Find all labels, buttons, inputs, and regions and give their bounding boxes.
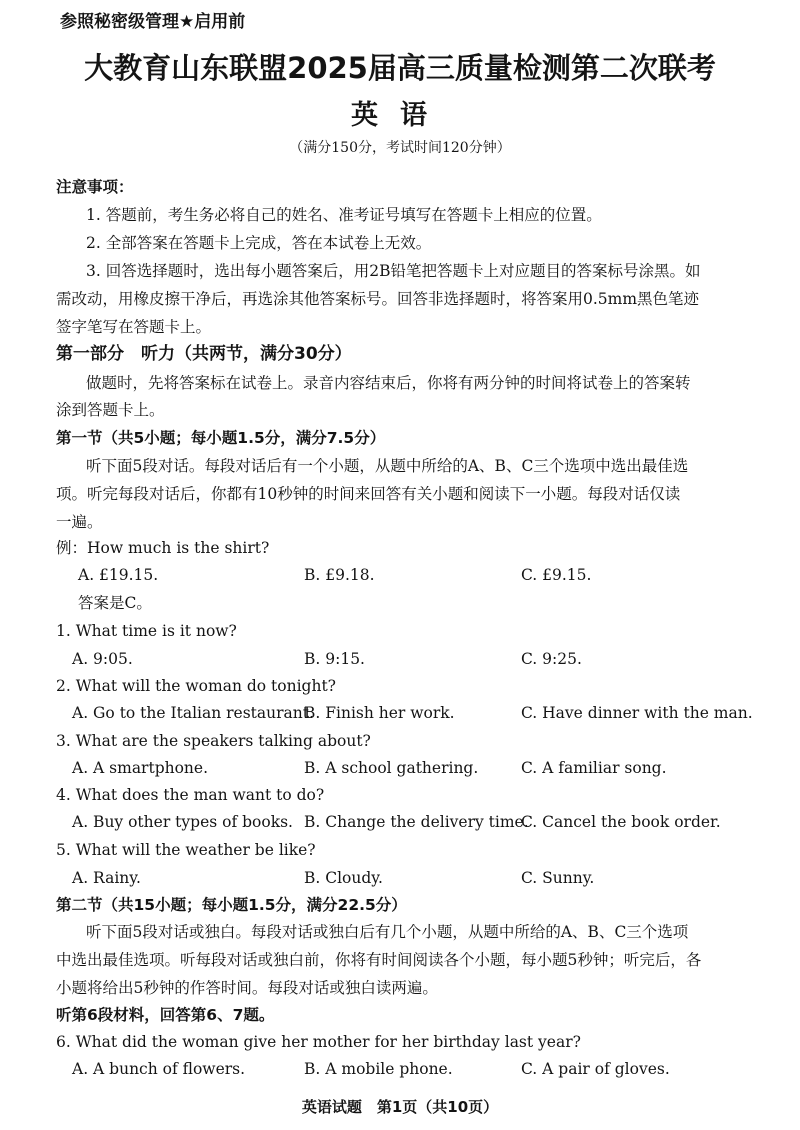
question-1: 1. What time is it now? xyxy=(56,622,237,640)
subject-title: 英语 xyxy=(351,100,449,131)
part1-intro-a: 做题时，先将答案标在试卷上。录音内容结束后，你将有两分钟的时间将试卷上的答案转 xyxy=(86,374,691,392)
q2-option-a: A. Go to the Italian restaurant. xyxy=(72,704,314,722)
q3-option-a: A. A smartphone. xyxy=(72,759,209,777)
example-question: 例：How much is the shirt? xyxy=(56,539,270,557)
example-option-c: C. £9.15. xyxy=(521,566,592,584)
example-answer: 答案是C。 xyxy=(78,594,152,612)
section2-intro-a: 听下面5段对话或独白。每段对话或独白后有几个小题，从题中所给的A、B、C三个选项 xyxy=(86,923,689,941)
q6-option-b: B. A mobile phone. xyxy=(304,1060,453,1078)
section2-intro-c: 小题将给出5秒钟的作答时间。每段对话或独白读两遍。 xyxy=(56,979,438,997)
page-footer: 英语试题 第1页（共10页） xyxy=(301,1098,499,1116)
section1-heading: 第一节（共5小题；每小题1.5分，满分7.5分） xyxy=(56,429,386,447)
part1-intro-b: 涂到答题卡上。 xyxy=(56,401,165,419)
question-2: 2. What will the woman do tonight? xyxy=(56,677,336,695)
section2-heading: 第二节（共15小题；每小题1.5分，满分22.5分） xyxy=(56,896,407,914)
q4-option-b: B. Change the delivery time. xyxy=(304,813,529,831)
q5-option-a: A. Rainy. xyxy=(72,869,141,887)
q1-option-a: A. 9:05. xyxy=(72,650,133,668)
q1-option-c: C. 9:25. xyxy=(521,650,582,668)
q4-option-c: C. Cancel the book order. xyxy=(521,813,721,831)
example-option-a: A. £19.15. xyxy=(78,566,159,584)
notice-item-1: 1. 答题前，考生务必将自己的姓名、准考证号填写在答题卡上相应的位置。 xyxy=(86,206,602,224)
exam-title: 大教育山东联盟2025届高三质量检测第二次联考 xyxy=(84,51,716,85)
q5-option-b: B. Cloudy. xyxy=(304,869,383,887)
q5-option-c: C. Sunny. xyxy=(521,869,595,887)
notice-item-2: 2. 全部答案在答题卡上完成，答在本试卷上无效。 xyxy=(86,234,432,252)
q3-option-c: C. A familiar song. xyxy=(521,759,667,777)
section1-intro-a: 听下面5段对话。每段对话后有一个小题，从题中所给的A、B、C三个选项中选出最佳选 xyxy=(86,457,689,475)
question-3: 3. What are the speakers talking about? xyxy=(56,732,371,750)
q6-option-a: A. A bunch of flowers. xyxy=(72,1060,246,1078)
question-6: 6. What did the woman give her mother for her birthday last year? xyxy=(56,1033,581,1051)
notice-item-3b: 需改动，用橡皮擦干净后，再选涂其他答案标号。回答非选择题时，将答案用0.5mm黑色笔迹 xyxy=(56,290,700,308)
q6-option-c: C. A pair of gloves. xyxy=(521,1060,670,1078)
part1-heading: 第一部分 听力（共两节，满分30分） xyxy=(56,344,352,364)
section2-intro-b: 中选出最佳选项。听每段对话或独白前，你将有时间阅读各个小题，每小题5秒钟；听完后，各 xyxy=(56,951,702,969)
q2-option-c: C. Have dinner with the man. xyxy=(521,704,753,722)
question-4: 4. What does the man want to do? xyxy=(56,786,325,804)
notice-item-3a: 3. 回答选择题时，选出每小题答案后，用2B铅笔把答题卡上对应题目的答案标号涂黑。如 xyxy=(86,262,701,280)
secret-label: 参照秘密级管理★启用前 xyxy=(60,12,246,32)
q2-option-b: B. Finish her work. xyxy=(304,704,455,722)
q3-option-b: B. A school gathering. xyxy=(304,759,479,777)
notice-heading: 注意事项： xyxy=(56,178,134,196)
question-5: 5. What will the weather be like? xyxy=(56,841,316,859)
notice-item-3c: 签字笔写在答题卡上。 xyxy=(56,318,212,336)
q1-option-b: B. 9:15. xyxy=(304,650,365,668)
q4-option-a: A. Buy other types of books. xyxy=(72,813,293,831)
example-option-b: B. £9.18. xyxy=(304,566,375,584)
section1-intro-b: 项。听完每段对话后，你都有10秒钟的时间来回答有关小题和阅读下一小题。每段对话仅读 xyxy=(56,485,681,503)
material-note: 听第6段材料，回答第6、7题。 xyxy=(56,1006,275,1024)
section1-intro-c: 一遍。 xyxy=(56,513,103,531)
time-note: （满分150分，考试时间120分钟） xyxy=(289,140,511,156)
